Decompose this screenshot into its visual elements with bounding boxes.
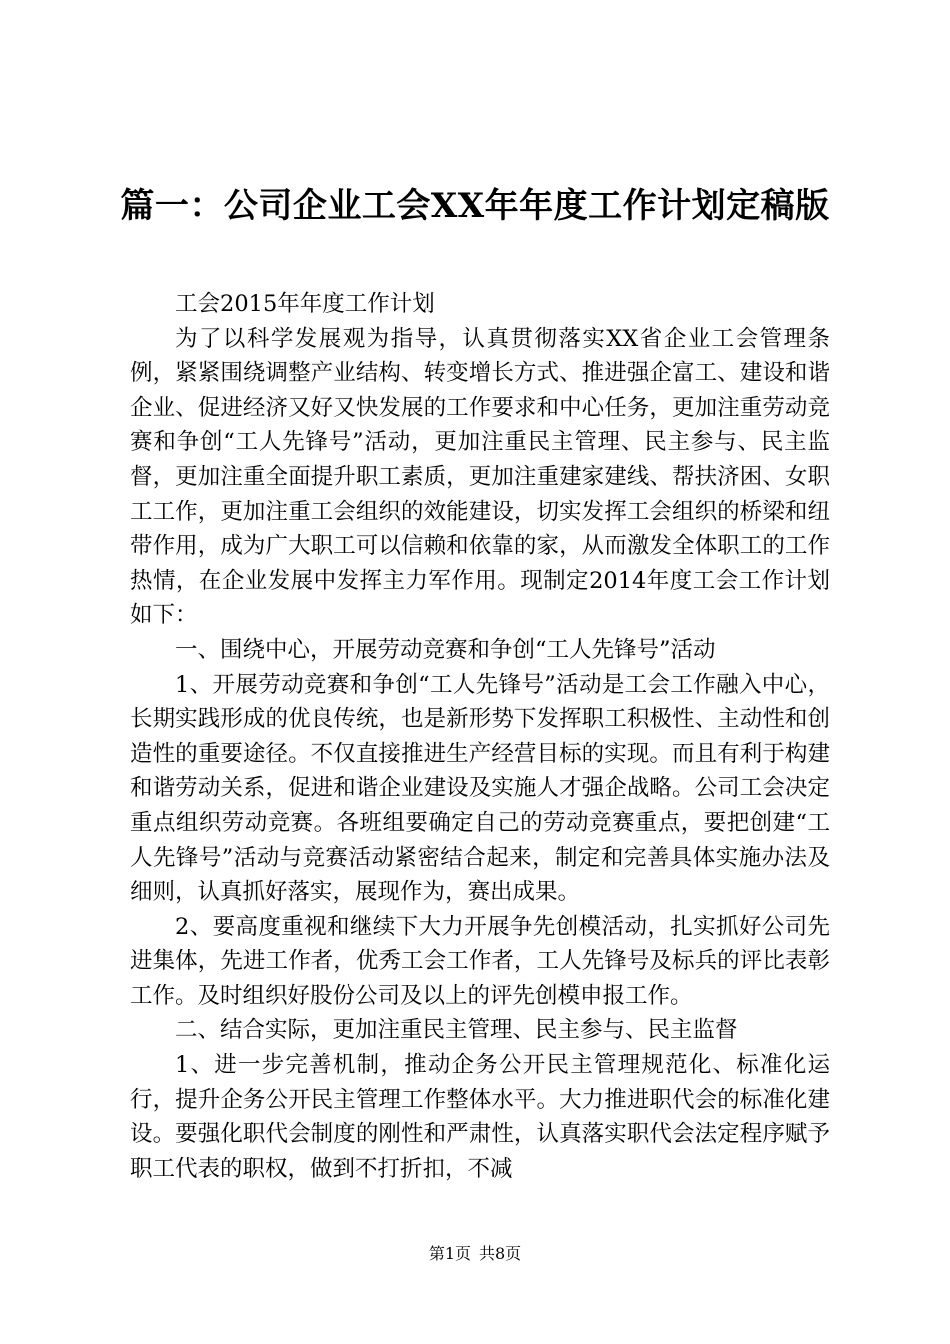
- page-total: 共8页: [479, 1244, 522, 1263]
- page-number: 第1页: [428, 1244, 471, 1263]
- section-heading: 工会2015年年度工作计划: [175, 291, 435, 317]
- body-paragraph: 2、要高度重视和继续下大力开展争先创模活动，扎实抓好公司先进集体，先进工作者，优秀工会工作者，工人先锋号及标兵的评比表彰工作。及时组织好股份公司及以上的评先创模申报工作。: [130, 913, 830, 1009]
- intro-paragraph: 为了以科学发展观为指导，认真贯彻落实XX省企业工会管理条例，紧紧围绕调整产业结构、转变增长方式、推进强企富工、建设和谐企业、促进经济又好又快发展的工作要求和中心任务，更加注重劳动竞赛和争创“工人先锋号”活动，更加注重民主管理、民主参与、民主监督，更加注重全面提升职工素质，更加注重建家建线、帮扶济困、女职工工作，更加注重工会组织的效能建设，切实发挥工会组织的桥梁和纽带作用，成为广大职工可以信赖和依靠的家，从而激发全体职工的工作热情，在企业发展中发挥主力军作用。现制定2014年度工会工作计划如下：: [130, 325, 830, 629]
- page-footer: [0, 1244, 950, 1264]
- body-paragraph: 1、开展劳动竞赛和争创“工人先锋号”活动是工会工作融入中心，长期实践形成的优良传统，也是新形势下发挥职工积极性、主动性和创造性的重要途径。不仅直接推进生产经营目标的实现。而且有利于构建和谐劳动关系，促进和谐企业建设及实施人才强企战略。公司工会决定重点组织劳动竞赛。各班组要确定自己的劳动竞赛重点，要把创建“工人先锋号”活动与竞赛活动紧密结合起来，制定和完善具体实施办法及细则，认真抓好落实，展现作为，赛出成果。: [130, 671, 830, 906]
- document-body: [130, 287, 830, 1186]
- section-heading: 二、结合实际，更加注重民主管理、民主参与、民主监督: [175, 1017, 738, 1044]
- document-title: 篇一：公司企业工会XX年年度工作计划定稿版: [120, 186, 830, 226]
- section-heading: 一、围绕中心，开展劳动竞赛和争创“工人先锋号”活动: [175, 636, 716, 663]
- body-paragraph: 1、进一步完善机制，推动企务公开民主管理规范化、标准化运行，提升企务公开民主管理工作整体水平。大力推进职代会的标准化建设。要强化职代会制度的刚性和严肃性，认真落实职代会法定程序赋予职工代表的职权，做到不打折扣，不减: [130, 1052, 830, 1182]
